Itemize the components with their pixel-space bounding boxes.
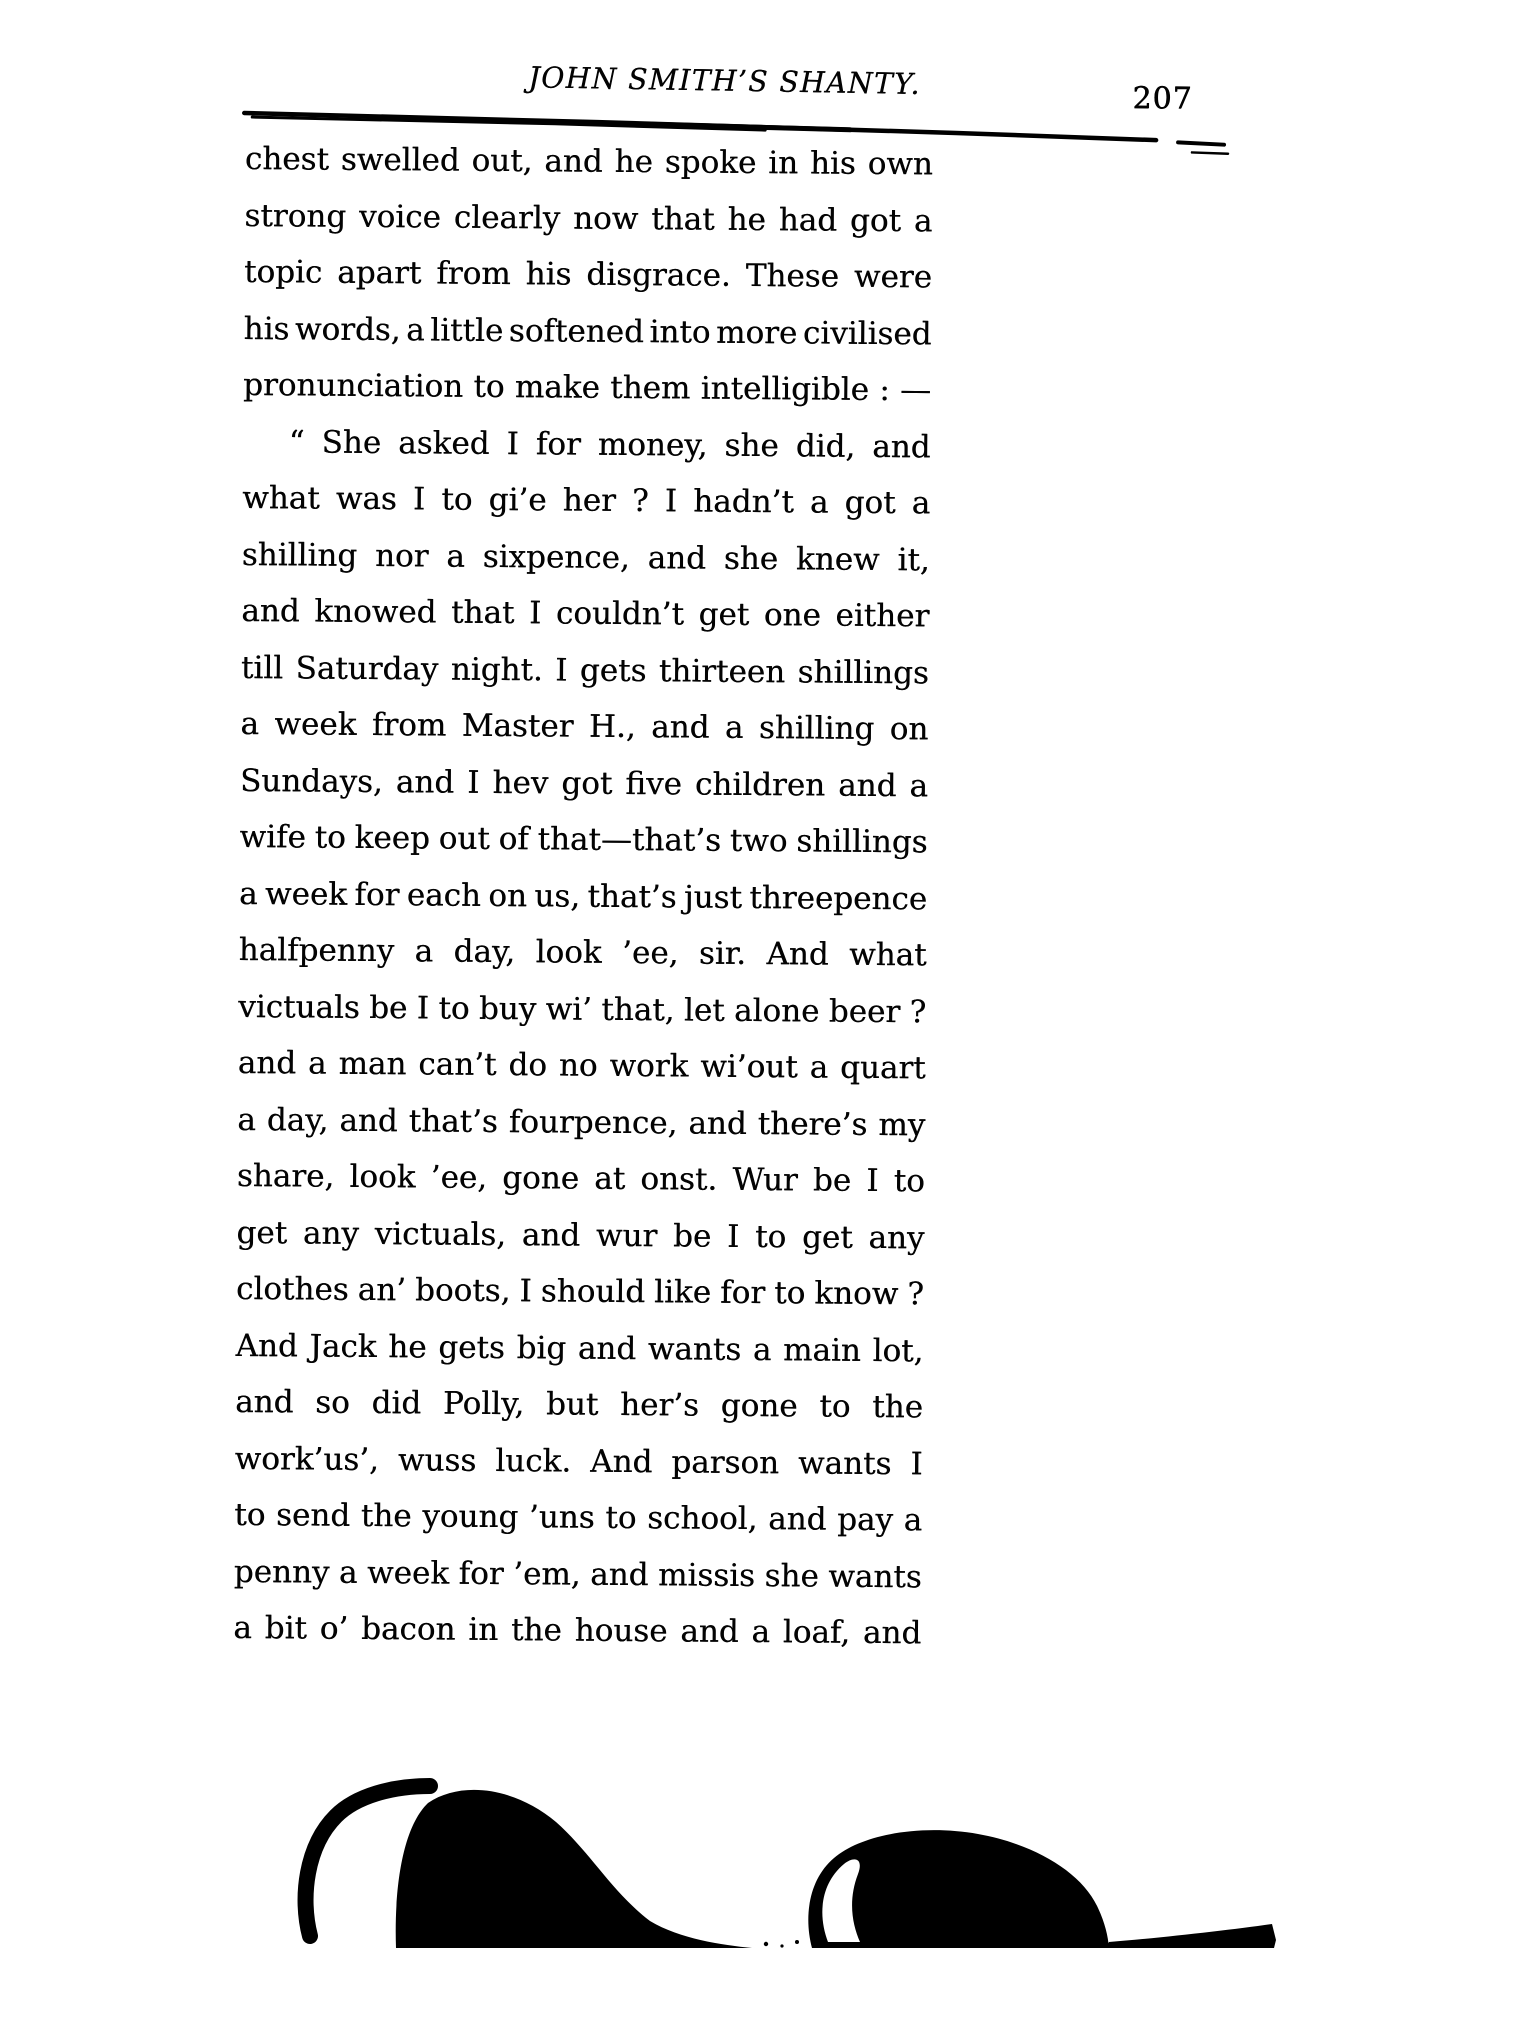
word: wants (797, 1444, 892, 1482)
word: in (468, 1611, 499, 1649)
word: Sundays, (239, 762, 383, 800)
word: a (338, 1554, 358, 1591)
word: just (683, 878, 743, 916)
word: what (848, 936, 927, 974)
word: wife (239, 818, 307, 856)
word: thirteen (658, 652, 786, 690)
word: to (234, 1496, 266, 1534)
word: And (590, 1443, 653, 1480)
word: and (395, 763, 455, 801)
word: ? (909, 993, 927, 1030)
text-line (240, 762, 928, 824)
word: that, (601, 991, 675, 1028)
word: and (651, 709, 710, 746)
word: a (809, 484, 829, 521)
word: knowed (314, 593, 437, 631)
word: ’ee, (621, 934, 679, 972)
word: “ (288, 423, 305, 460)
word: hadn’t (693, 483, 794, 521)
word: and (862, 1614, 922, 1652)
word: at (594, 1160, 626, 1198)
word: and (521, 1216, 581, 1254)
word: loaf, (782, 1614, 851, 1651)
word: knew (795, 540, 880, 578)
word: voice (358, 198, 442, 236)
word: the (360, 1497, 412, 1535)
word: night. (450, 651, 543, 688)
text-line (238, 988, 926, 1050)
body-text (233, 141, 933, 1672)
word: more (715, 314, 798, 351)
text-line (242, 423, 930, 485)
ink-blot-illustration (0, 1770, 1516, 2028)
text-line (235, 1384, 923, 1446)
word: H., (588, 708, 636, 746)
word: to (605, 1499, 637, 1537)
text-line (243, 367, 931, 429)
word: ’em, (513, 1555, 581, 1593)
text-line (238, 932, 926, 994)
word: what (242, 479, 320, 517)
baseline-wedge (1106, 1924, 1276, 1948)
word: on (488, 877, 528, 914)
word: she (723, 540, 779, 577)
word: bit (264, 1610, 308, 1647)
word: shilling (241, 536, 358, 574)
word: an’ (357, 1271, 407, 1309)
ink-speck (795, 1940, 799, 1944)
word: day, (453, 933, 516, 971)
word: beer (828, 993, 901, 1030)
word: Polly, (442, 1385, 525, 1423)
word: man (338, 1045, 407, 1083)
word: wi’ (545, 990, 593, 1028)
word: These (745, 257, 840, 295)
word: Master (461, 707, 574, 745)
word: each (406, 876, 482, 914)
word: had (778, 201, 838, 239)
word: gone (720, 1387, 798, 1425)
word: lot, (872, 1332, 924, 1369)
word: Jack (309, 1328, 377, 1365)
word: got (849, 202, 902, 239)
page-title: JOHN SMITH’S SHANTY. (528, 60, 922, 102)
word: a (233, 1609, 253, 1647)
word: from (436, 255, 511, 293)
word: big (516, 1329, 567, 1367)
word: gone (502, 1160, 580, 1197)
word: and (647, 539, 707, 577)
word: to (314, 819, 346, 856)
word: her (562, 482, 617, 519)
word: and (590, 1556, 649, 1593)
word: week (264, 875, 348, 913)
word: for (354, 876, 400, 913)
word: let (683, 991, 725, 1029)
word: a (913, 202, 933, 239)
text-line (238, 1045, 926, 1107)
word: got (561, 765, 613, 802)
word: he (727, 201, 766, 238)
word: he (388, 1328, 427, 1365)
word: quart (839, 1049, 926, 1087)
word: words, (294, 310, 401, 348)
word: I (467, 764, 480, 801)
word: a (909, 767, 929, 804)
word: gets (438, 1329, 505, 1366)
word: and (872, 428, 931, 465)
word: a (752, 1331, 772, 1368)
word: Saturday (295, 649, 439, 688)
text-line (234, 1440, 922, 1502)
word: that’s (408, 1102, 498, 1140)
word: civilised (802, 314, 932, 352)
word: get (698, 596, 750, 633)
word: his (525, 256, 572, 293)
word: a (911, 485, 931, 522)
word: the (872, 1388, 924, 1426)
word: a (751, 1614, 771, 1651)
word: I (866, 1162, 879, 1200)
word: from (371, 707, 447, 744)
word: main (782, 1331, 861, 1369)
word: his (809, 145, 856, 182)
word: for (458, 1555, 504, 1592)
word: ’ee, (430, 1159, 488, 1196)
word: either (835, 597, 930, 635)
word: a (724, 709, 744, 746)
word: five (625, 765, 683, 802)
word: no (558, 1047, 598, 1084)
text-line (237, 1158, 925, 1220)
word: And (766, 936, 829, 973)
word: pronunciation (242, 366, 464, 405)
word: own (867, 145, 933, 183)
word: do (508, 1047, 548, 1084)
word: two (729, 822, 788, 860)
word: I (506, 425, 519, 462)
word: chest (244, 141, 330, 178)
word: buy (478, 990, 537, 1027)
word: fourpence, (508, 1103, 678, 1141)
text-line (235, 1327, 923, 1389)
word: and (768, 1501, 827, 1538)
word: to (774, 1275, 806, 1312)
text-line (242, 480, 930, 542)
text-line (236, 1271, 924, 1333)
word: spoke (664, 144, 757, 182)
word: shillings (797, 653, 929, 691)
word: Wur (732, 1161, 798, 1199)
word: she (764, 1557, 819, 1595)
word: and (838, 767, 897, 804)
word: that (651, 200, 715, 238)
word: ? (631, 483, 649, 520)
word: to (441, 481, 473, 518)
word: house (574, 1612, 668, 1650)
word: alone (733, 992, 820, 1030)
word: and (577, 1330, 637, 1367)
word: week (274, 706, 357, 743)
word: and (237, 1044, 297, 1082)
word: I (412, 481, 426, 518)
word: the (510, 1612, 562, 1649)
text-line (240, 706, 928, 768)
text-line (239, 875, 927, 937)
word: and (544, 143, 603, 180)
word: send (275, 1497, 351, 1534)
word: gets (579, 652, 647, 689)
word: in (768, 145, 799, 182)
word: did, (795, 427, 856, 465)
text-line (234, 1553, 922, 1615)
word: luck. (495, 1442, 572, 1480)
word: softened (508, 312, 645, 350)
word: on (889, 711, 929, 748)
word: wants (828, 1558, 922, 1595)
word: be (672, 1217, 712, 1255)
text-line (241, 649, 929, 711)
word: one (763, 597, 821, 634)
word: : (879, 371, 890, 409)
word: to (473, 368, 505, 406)
word: his (243, 310, 290, 347)
word: wi’out (700, 1048, 798, 1086)
word: work (609, 1047, 689, 1085)
word: till (240, 649, 284, 686)
word: bacon (360, 1610, 456, 1648)
word: I (528, 595, 542, 632)
text-line (236, 1214, 924, 1276)
word: young (422, 1498, 519, 1536)
word: know (814, 1275, 899, 1313)
text-line (239, 819, 927, 881)
word: strong (244, 197, 347, 235)
word: disgrace. (586, 256, 731, 294)
word: should (540, 1273, 646, 1311)
word: school, (647, 1500, 758, 1538)
word: And (235, 1327, 298, 1364)
word: I (664, 483, 678, 520)
word: a (414, 933, 434, 970)
word: a (446, 538, 466, 575)
word: apart (337, 254, 422, 292)
word: she (724, 427, 779, 464)
word: my (878, 1106, 926, 1143)
word: shillings (796, 823, 928, 861)
word: and (688, 1105, 747, 1142)
word: gi’e (488, 481, 547, 519)
word: victuals, (374, 1215, 507, 1253)
word: like (653, 1274, 712, 1311)
text-line (245, 141, 933, 203)
word: penny (233, 1553, 330, 1591)
word: and (680, 1613, 739, 1650)
word: children (694, 766, 826, 804)
word: out, (471, 142, 533, 180)
word: any (302, 1214, 360, 1252)
word: it, (897, 541, 930, 578)
word: he (614, 143, 654, 181)
word: swelled (340, 141, 460, 179)
text-line (244, 197, 932, 259)
text-line (244, 254, 932, 316)
ink-speck (764, 1942, 768, 1946)
word: keep (354, 819, 431, 857)
word: share, (236, 1157, 335, 1195)
word: hev (492, 764, 549, 801)
word: couldn’t (555, 595, 685, 633)
text-line (234, 1497, 922, 1559)
word: and (339, 1102, 398, 1139)
word: nor (374, 537, 429, 574)
word: got (844, 484, 896, 522)
word: wur (595, 1217, 658, 1254)
word: missis (657, 1556, 756, 1594)
word: get (236, 1214, 288, 1251)
word: topic (243, 253, 323, 291)
word: clearly (453, 199, 561, 236)
word: work’us’, (234, 1440, 380, 1478)
word: did (371, 1385, 422, 1422)
word: look (535, 934, 602, 971)
word: a (237, 1101, 256, 1138)
word: be (812, 1162, 852, 1199)
word: her’s (619, 1386, 700, 1424)
word: a (809, 1049, 829, 1086)
word: wants (647, 1330, 742, 1368)
word: halfpenny (238, 931, 395, 970)
word: I (726, 1218, 740, 1255)
page-number: 207 (1132, 80, 1193, 117)
word: them (610, 369, 691, 407)
word: week (366, 1554, 450, 1592)
word: parson (671, 1443, 780, 1481)
word: money, (597, 426, 708, 464)
word: victuals (238, 988, 360, 1026)
word: for (535, 425, 581, 463)
word: there’s (757, 1105, 868, 1143)
word: any (868, 1219, 925, 1256)
word: for (719, 1274, 766, 1312)
word: but (545, 1386, 599, 1423)
word: shilling (758, 710, 875, 747)
word: — (899, 372, 932, 409)
word: sixpence, (482, 538, 630, 576)
word: clothes (235, 1270, 349, 1308)
word: of (498, 821, 529, 858)
word: now (572, 200, 639, 237)
word: that’s (587, 878, 677, 915)
word: us, (534, 877, 581, 915)
word: to (819, 1388, 851, 1425)
word: a (240, 705, 260, 743)
word: to (438, 990, 470, 1027)
text-line (241, 593, 929, 655)
word: intelligible (700, 370, 870, 408)
word: be (369, 989, 408, 1026)
word: I (910, 1445, 923, 1482)
ink-speck (780, 1944, 783, 1947)
word: I (416, 989, 430, 1026)
text-line (243, 310, 931, 372)
word: get (801, 1218, 853, 1256)
word: that (450, 594, 515, 632)
word: to (754, 1218, 787, 1255)
word: were (853, 258, 933, 296)
word: pay (837, 1501, 894, 1539)
word: to (893, 1163, 926, 1200)
text-line (242, 536, 930, 598)
word: little (430, 311, 504, 349)
word: threepence (749, 879, 928, 917)
word: a (239, 875, 258, 912)
word: wuss (397, 1441, 477, 1479)
text-line (237, 1101, 925, 1163)
word: a (406, 311, 425, 348)
word: She (321, 424, 382, 461)
word: day, (266, 1101, 329, 1139)
word: I (519, 1273, 532, 1310)
word: boots, (414, 1272, 511, 1310)
word: that—that’s (537, 821, 722, 859)
word: was (335, 480, 397, 518)
word: a (307, 1045, 327, 1082)
word: out (438, 820, 490, 857)
word: ’uns (528, 1499, 595, 1536)
word: into (649, 313, 711, 351)
word: a (903, 1502, 923, 1539)
word: sir. (698, 935, 747, 972)
word: can’t (418, 1046, 497, 1084)
word: so (315, 1384, 350, 1421)
word: asked (398, 424, 490, 462)
left-blot-mass (396, 1790, 752, 1948)
word: onst. (640, 1161, 718, 1198)
word: I (555, 651, 568, 689)
word: and (241, 592, 300, 630)
word: o’ (319, 1610, 349, 1647)
word: make (514, 369, 601, 406)
word: look (349, 1158, 416, 1196)
text-line (233, 1610, 921, 1672)
word: ? (907, 1276, 925, 1313)
word: and (235, 1383, 294, 1421)
